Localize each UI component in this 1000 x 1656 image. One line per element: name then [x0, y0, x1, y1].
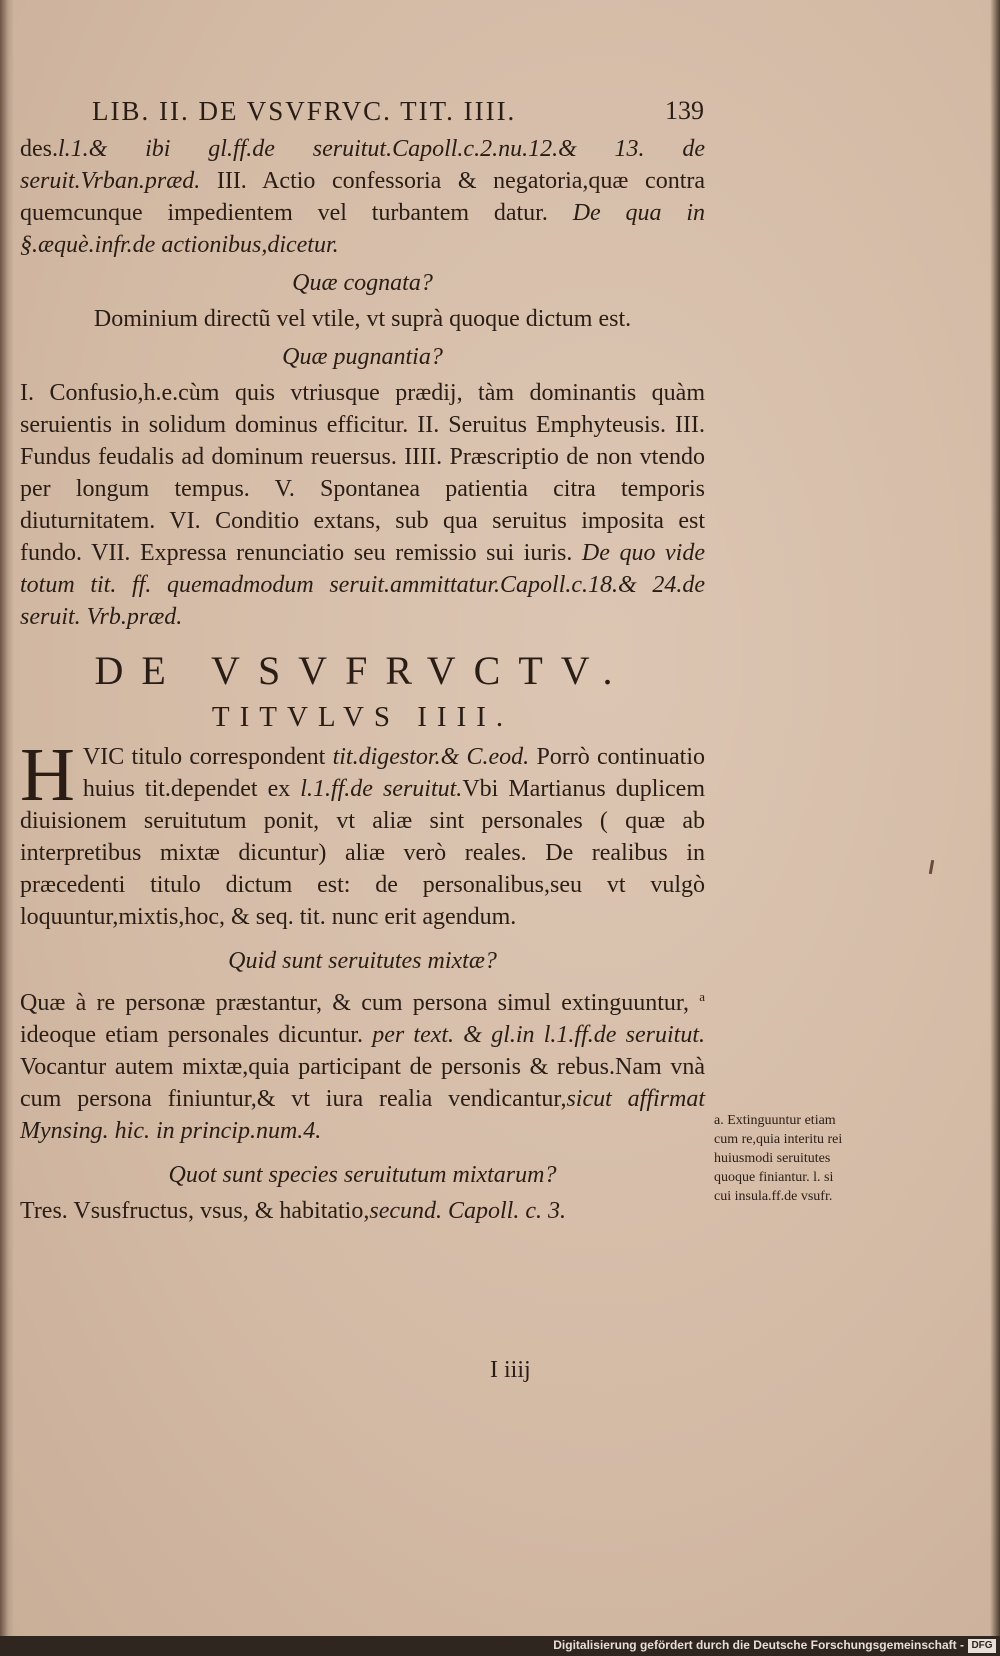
text-segment: Quæ à re personæ præstantur, & cum persona simul extinguuntur,: [20, 990, 700, 1016]
text-segment: Vocantur autem mixtæ,quia participant de personis & rebus.Nam vnà cum persona finiuntur,& vt iura realia vendicantur,: [20, 1054, 705, 1112]
text-segment: I. Confusio,h.e.cùm quis vtriusque prædij, tàm dominantis quàm seruientis in solidum dominus efficitur. II. Seruitus Emphyteusis. III. Fundus feudalis ad dominum reuersus. IIII. Præscriptio de non vtendo per longum tempus. V. Spontanea patientia citra temporis diuturnitatem. VI. Conditio extans, sub qua seruitus imposita est fundo. VII. Expressa renunciatio seu remissio sui iuris.: [20, 380, 705, 566]
answer-paragraph: [20, 377, 705, 633]
citation: l.1.& ibi gl.ff.de seruitut.Capoll.c.2.nu.12.& 13. de seruit.Vrban.præd.: [20, 136, 705, 194]
text-segment: Vbi Martianus duplicem diuisionem seruitutum ponit, vt aliæ sint personales ( quæ ab interpretibus mixtæ dicuntur) aliæ verò reales. De realibus in præcedenti titulo dictum est: de personalibus,seu vt vulgò loquuntur,mixtis,hoc, & seq. tit. nunc erit agendum.: [20, 776, 705, 930]
citation: De qua in §.æquè.infr.de actionibus,dicetur.: [20, 200, 706, 258]
page-number: 139: [665, 96, 704, 125]
paragraph-top: [20, 133, 705, 261]
citation: per text. & gl.in l.1.ff.de seruitut.: [372, 1022, 705, 1048]
citation: tit.digestor.& C.eod.: [332, 744, 530, 770]
text-segment: ideoque etiam personales dicuntur.: [20, 1022, 373, 1048]
ink-mark: [929, 860, 934, 874]
text-segment: Tres. Vsusfructus, vsus, & habitatio,: [20, 1198, 370, 1224]
section-subtitle: TITVLVS IIII.: [211, 701, 514, 733]
page-edge-shadow: [990, 0, 1000, 1636]
marginal-note: a. Extinguuntur etiam cum re,quia interitu rei huiusmodi seruitutes quoque finiantur. l. si cui insula.ff.de vsufr.: [714, 1113, 843, 1204]
footer-credit: Digitalisierung gefördert durch die Deutsche Forschungsgemeinschaft -: [553, 1638, 964, 1652]
section-title: DE VSVFRVCTV.: [94, 648, 631, 693]
footnote-marker: a: [699, 989, 705, 1004]
text-segment: VIC titulo correspondent: [82, 744, 333, 770]
citation: sicut affirmat Mynsing. hic. in princip.num.4.: [20, 1086, 705, 1144]
citation: secund. Capoll. c. 3.: [369, 1198, 566, 1224]
citation: De quo vide totum tit. ff. quemadmodum seruit.ammittatur.Capoll.c.18.& 24.de seruit. Vrb.præd.: [20, 540, 705, 630]
question-heading: Quid sunt seruitutes mixtæ?: [228, 948, 497, 974]
footer-bar: [0, 1636, 1000, 1656]
citation: l.1.ff.de seruitut.: [300, 776, 463, 802]
answer-paragraph: Dominium directũ vel vtile, vt suprà quoque dictum est.: [93, 306, 632, 332]
main-text-block: [20, 133, 705, 1227]
question-heading: Quæ pugnantia?: [282, 344, 443, 370]
text-segment: des.: [20, 136, 58, 162]
running-title: LIB. II. DE VSVFRVC. TIT. IIII.: [92, 96, 517, 126]
text-segment: Porrò continuatio huius tit.dependet ex: [82, 744, 705, 802]
page-spine-shadow: [0, 0, 14, 1636]
answer-paragraph: [20, 1195, 705, 1227]
answer-paragraph: [20, 981, 705, 1147]
signature-mark: I iiij: [490, 1357, 531, 1383]
question-heading: Quæ cognata?: [292, 270, 433, 296]
text-segment: III. Actio confessoria & negatoria,quæ contra quemcunque impedientem vel turbantem datur.: [20, 168, 705, 226]
drop-cap: H: [20, 733, 75, 817]
dfg-logo: DFG: [968, 1639, 996, 1653]
intro-paragraph: [20, 733, 705, 933]
question-heading: Quot sunt species seruitutum mixtarum?: [168, 1162, 557, 1188]
